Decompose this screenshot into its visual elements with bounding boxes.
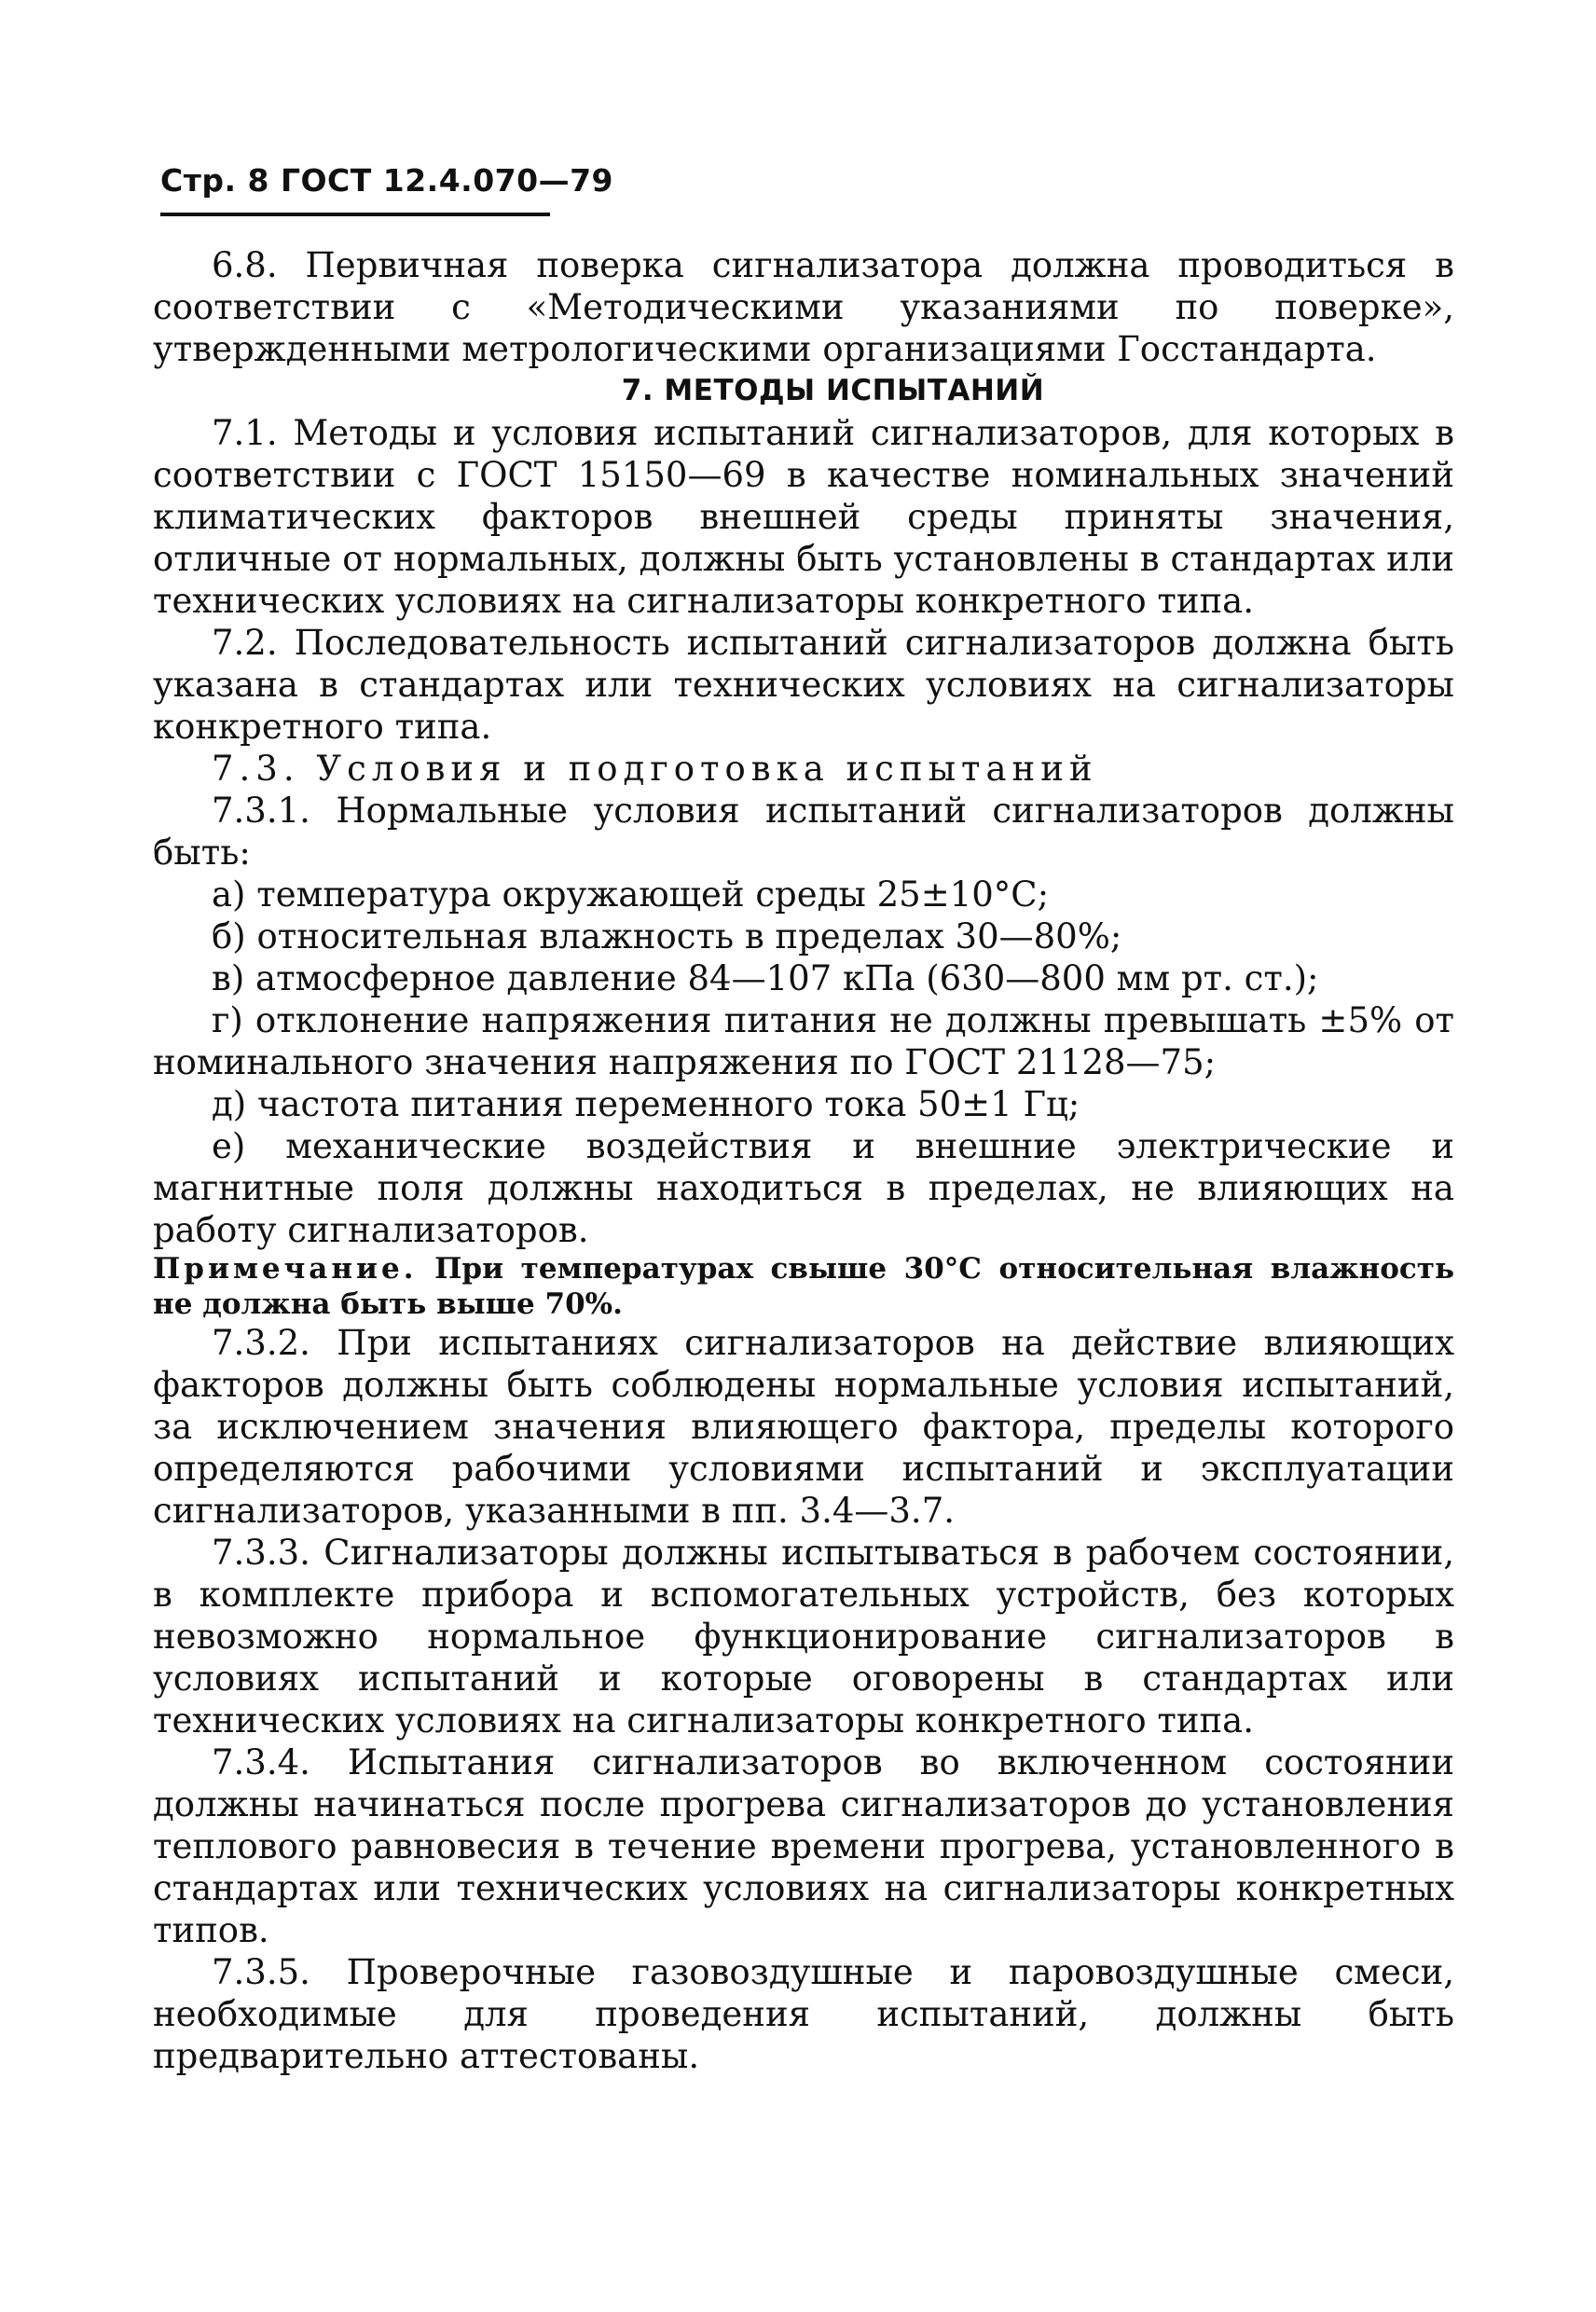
header-rule [160, 213, 550, 216]
list-item-d: д) частота питания переменного тока 50±1 Гц; [212, 1084, 1080, 1124]
document-body [153, 244, 1454, 2077]
paragraph-6-8: 6.8. Первичная поверка сигнализатора должна проводиться в соответствии с «Методическими указаниями по поверке», утвержденными метрологическими организациями Госстандарта. [153, 245, 1454, 369]
paragraph-7-2: 7.2. Последовательность испытаний сигнализаторов должна быть указана в стандартах или технических условиях на сигнализаторы конкретного типа. [153, 623, 1454, 747]
paragraph-7-3-3: 7.3.3. Сигнализаторы должны испытываться в рабочем состоянии, в комплекте прибора и вспомогательных устройств, без которых невозможно нормальное функционирование сигнализаторов в условиях испытаний и которые оговорены в стандартах или технических условиях на сигнализаторы конкретного типа. [153, 1533, 1454, 1741]
list-item-v: в) атмосферное давление 84—107 кПа (630—800 мм рт. ст.); [212, 958, 1319, 998]
note-label: Примечание. [153, 1252, 418, 1286]
list-item-g: г) отклонение напряжения питания не должны превышать ±5% от номинального значения напряжения по ГОСТ 21128—75; [153, 1000, 1454, 1082]
paragraph-7-3-5: 7.3.5. Проверочные газовоздушные и паровоздушные смеси, необходимые для проведения испытаний, должны быть предварительно аттестованы. [153, 1952, 1454, 2076]
paragraph-7-3: 7.3. Условия и подготовка испытаний [212, 749, 1098, 789]
paragraph-7-3-2: 7.3.2. При испытаниях сигнализаторов на действие влияющих факторов должны быть соблюдены нормальные условия испытаний, за исключением значения влияющего фактора, пределы которого определяются рабочими условиями испытаний и эксплуатации сигнализаторов, указанными в пп. 3.4—3.7. [153, 1323, 1454, 1531]
page-header: Стр. 8 ГОСТ 12.4.070—79 [160, 162, 614, 199]
note [153, 1251, 1454, 1322]
list-item-e: е) механические воздействия и внешние электрические и магнитные поля должны находиться в пределах, не влияющих на работу сигнализаторов. [153, 1126, 1454, 1250]
paragraph-7-1: 7.1. Методы и условия испытаний сигнализаторов, для которых в соответствии с ГОСТ 15150—69 в качестве номинальных значений климатических факторов внешней среды приняты значения, отличные от нормальных, должны быть установлены в стандартах или технических условиях на сигнализаторы конкретного типа. [153, 413, 1454, 621]
list-item-a: а) температура окружающей среды 25±10°С; [212, 874, 1050, 915]
note-text: При температурах свыше 30°С относительная влажность не должна быть выше 70%. [153, 1252, 1454, 1321]
section-title-7: 7. МЕТОДЫ ИСПЫТАНИЙ [621, 374, 1045, 407]
paragraph-7-3-1: 7.3.1. Нормальные условия испытаний сигнализаторов должны быть: [153, 791, 1454, 873]
paragraph-7-3-4: 7.3.4. Испытания сигнализаторов во включенном состоянии должны начинаться после прогрева сигнализаторов до установления теплового равновесия в течение времени прогрева, установленного в стандартах или технических условиях на сигнализаторы конкретных типов. [153, 1742, 1454, 1950]
list-item-b: б) относительная влажность в пределах 30—80%; [212, 916, 1122, 956]
